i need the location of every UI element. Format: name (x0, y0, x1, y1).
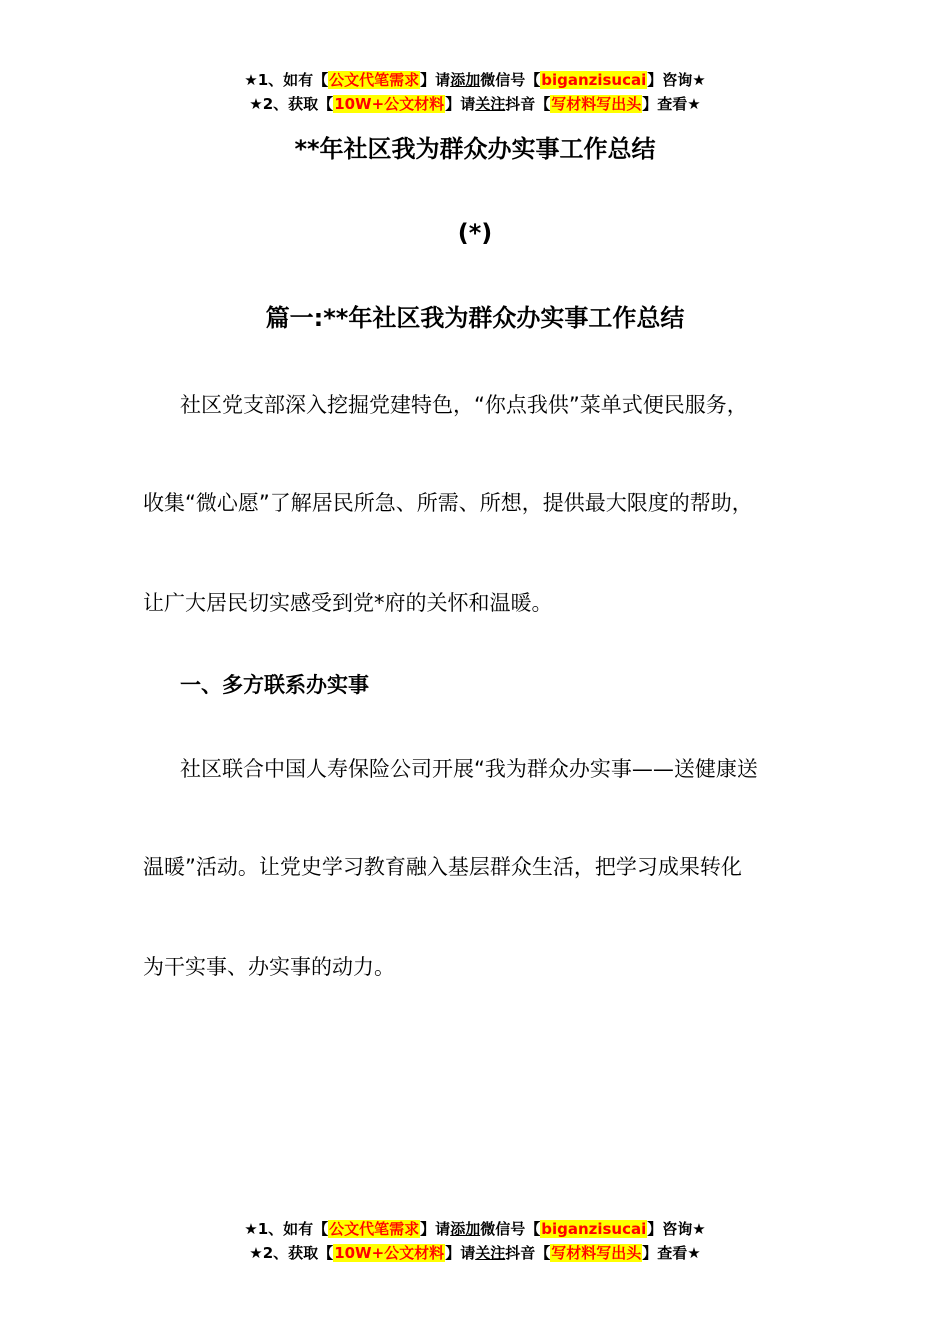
promo-text: ★1、如有【 (244, 1220, 329, 1238)
promo-line-2 (0, 92, 950, 116)
promo-highlight: 10W+公文材料 (334, 1244, 445, 1262)
promo-line-1 (0, 68, 950, 92)
promo-highlight: 公文代笔需求 (329, 71, 420, 89)
promo-footer-bottom (0, 1217, 950, 1265)
promo-underlined: 关注 (475, 1244, 506, 1262)
promo-text: ★2、获取【 (249, 95, 334, 113)
section-heading: 一、多方联系办实事 (180, 673, 369, 697)
promo-highlight: 公文代笔需求 (329, 1220, 420, 1238)
document-title: **年社区我为群众办实事工作总结 (294, 135, 656, 163)
promo-text: 】请 (445, 95, 476, 113)
promo-text: 抖音【 (505, 95, 551, 113)
promo-text: 】查看★ (642, 95, 701, 113)
promo-text: ★2、获取【 (249, 1244, 334, 1262)
promo-underlined: 关注 (475, 95, 506, 113)
promo-underlined: 添加 (450, 71, 481, 89)
promo-highlight: 写材料写出头 (551, 95, 642, 113)
document-subtitle: (*) (457, 219, 493, 247)
promo-text: ★1、如有【 (244, 71, 329, 89)
promo-text: 】请 (445, 1244, 476, 1262)
promo-text: 微信号【 (480, 71, 541, 89)
promo-highlight: biganzisucai (541, 1220, 647, 1238)
promo-header-top (0, 68, 950, 116)
promo-highlight: 写材料写出头 (551, 1244, 642, 1262)
paragraph-line: 社区党支部深入挖掘党建特色，“你点我供”菜单式便民服务， (180, 393, 748, 417)
promo-text: 】查看★ (642, 1244, 701, 1262)
promo-text: 】咨询★ (647, 1220, 706, 1238)
paragraph-line: 温暖”活动。让党史学习教育融入基层群众生活，把学习成果转化 (143, 855, 742, 879)
promo-text: 】请 (420, 71, 451, 89)
paragraph-line: 为干实事、办实事的动力。 (143, 955, 395, 979)
promo-highlight: biganzisucai (541, 71, 647, 89)
promo-text: 微信号【 (480, 1220, 541, 1238)
paragraph-line: 收集“微心愿”了解居民所急、所需、所想，提供最大限度的帮助， (143, 491, 753, 515)
promo-text: 抖音【 (505, 1244, 551, 1262)
promo-highlight: 10W+公文材料 (334, 95, 445, 113)
section-title: 篇一:**年社区我为群众办实事工作总结 (265, 304, 685, 332)
promo-line-1 (0, 1217, 950, 1241)
promo-line-2 (0, 1241, 950, 1265)
paragraph-line: 让广大居民切实感受到党*府的关怀和温暖。 (143, 591, 553, 615)
promo-text: 】请 (420, 1220, 451, 1238)
promo-text: 】咨询★ (647, 71, 706, 89)
promo-underlined: 添加 (450, 1220, 481, 1238)
paragraph-line: 社区联合中国人寿保险公司开展“我为群众办实事——送健康送 (180, 757, 758, 781)
